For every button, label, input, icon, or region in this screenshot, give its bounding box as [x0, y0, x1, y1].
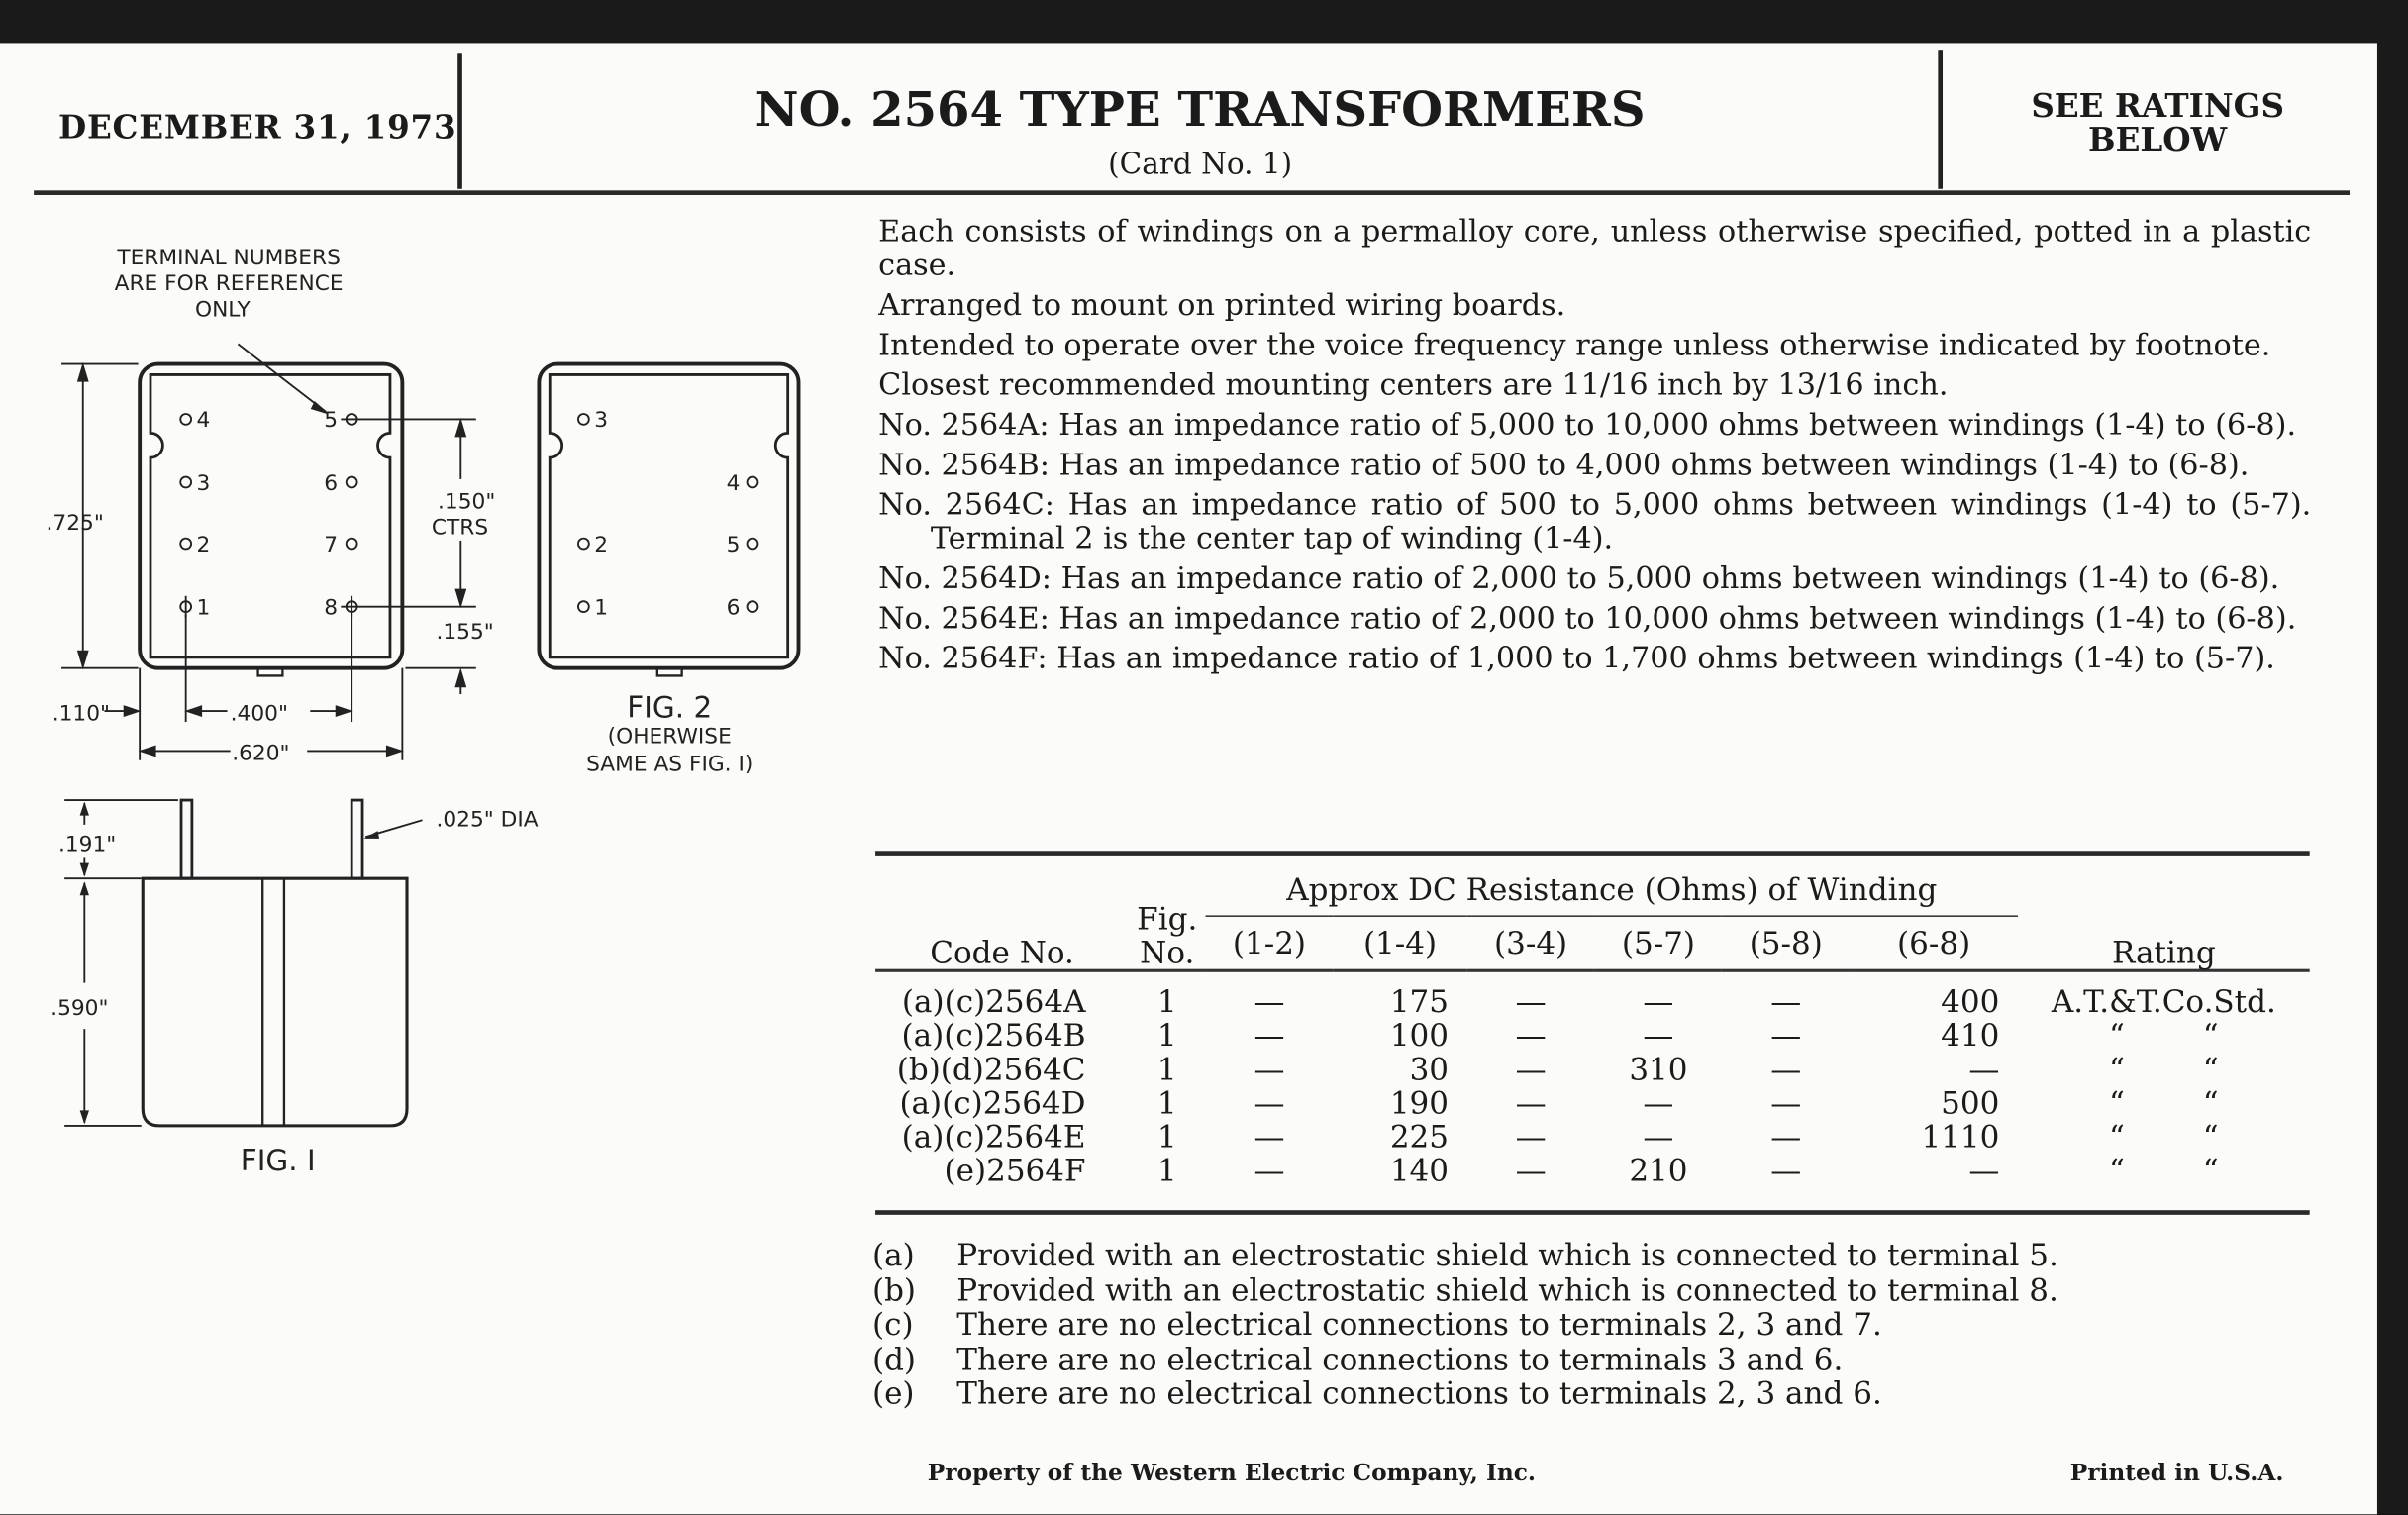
col-header-code: Code No. — [930, 934, 1074, 971]
col-header: (1-4) — [1362, 924, 1438, 961]
footnote-key: (a) — [871, 1236, 915, 1273]
code-cell: (a)(c)2564D — [899, 1084, 1086, 1122]
value-cell: — — [1515, 982, 1547, 1020]
value-cell: — — [1968, 1050, 2000, 1088]
dimension-label: CTRS — [431, 515, 489, 541]
footnotes — [872, 1238, 2058, 1410]
table-top-rule — [875, 851, 2310, 856]
footnote — [872, 1238, 2058, 1272]
property-notice: Property of the Western Electric Company, Inc. — [927, 1459, 1537, 1487]
ratings-note — [1951, 85, 2365, 158]
footnote-text: Provided with an electrostatic shield which is connected to terminal 8. — [956, 1270, 2058, 1308]
value-cell: 225 — [1389, 1118, 1450, 1156]
dimension-label: .025" DIA — [436, 807, 539, 833]
terminal-label: 8 — [324, 595, 339, 621]
dimension-label: .191" — [57, 832, 117, 858]
value-cell: 1 — [1156, 982, 1177, 1020]
rating-cell: “ “ — [2109, 1016, 2219, 1054]
table-row — [875, 984, 2310, 1018]
rating-cell: “ “ — [2109, 1084, 2219, 1122]
value-cell: — — [1770, 982, 1802, 1020]
value-cell: — — [1254, 1152, 1285, 1189]
terminal-label: 5 — [324, 408, 339, 434]
col-header: (6-8) — [1897, 924, 1971, 961]
value-cell: — — [1515, 1118, 1547, 1156]
description-line: Arranged to mount on printed wiring boards. — [878, 287, 1566, 323]
value-cell: — — [1515, 1152, 1547, 1189]
footnote-text: Provided with an electrostatic shield which is connected to terminal 5. — [956, 1236, 2058, 1273]
value-cell: 190 — [1389, 1084, 1450, 1122]
value-cell: 1 — [1156, 1016, 1177, 1054]
fig2-label: FIG. 2 — [627, 690, 713, 725]
terminal-label: 6 — [726, 595, 741, 621]
col-header: (1-2) — [1232, 924, 1307, 961]
fig2-top-view — [539, 364, 798, 777]
value-cell: — — [1643, 1016, 1674, 1054]
fig1-side-view — [50, 800, 539, 1177]
fig2-note: (OHERWISE — [607, 724, 732, 750]
value-cell: 310 — [1629, 1050, 1688, 1088]
value-cell: 100 — [1389, 1016, 1450, 1054]
value-cell: — — [1643, 982, 1674, 1020]
footnote-key: (c) — [871, 1305, 914, 1343]
value-cell: 1110 — [1921, 1118, 2000, 1156]
footnote — [872, 1342, 2058, 1376]
card-number: (Card No. 1) — [1108, 147, 1293, 182]
value-cell: 410 — [1941, 1016, 2000, 1054]
col-header: (3-4) — [1494, 924, 1568, 961]
table-row — [875, 1052, 2310, 1085]
footnote-text: There are no electrical connections to terminals 2, 3 and 7. — [956, 1305, 1882, 1343]
value-cell: 175 — [1389, 982, 1450, 1020]
col-header-fig-line: Fig. — [1137, 899, 1198, 938]
fig1-label: FIG. I — [240, 1143, 316, 1177]
value-cell: 400 — [1941, 982, 2000, 1020]
value-cell: 30 — [1409, 1050, 1450, 1088]
description-line: No. 2564C: Has an impedance ratio of 500 to 5,000 ohms between windings (1-4) to (5-7). Terminal 2 is the center tap of winding (1-4). — [878, 486, 2312, 556]
drawing-note: ONLY — [194, 297, 251, 323]
dimension-label: .400" — [230, 701, 288, 727]
resistance-table — [875, 869, 2310, 1187]
code-cell: (a)(c)2564B — [901, 1016, 1086, 1054]
terminal-label: 6 — [324, 470, 339, 496]
description-line: Intended to operate over the voice frequency range unless otherwise indicated by footnote. — [878, 327, 2271, 363]
table-row — [875, 1018, 2310, 1052]
value-cell: — — [1770, 1118, 1802, 1156]
footnote-text: There are no electrical connections to terminals 2, 3 and 6. — [956, 1374, 1882, 1412]
footnote — [872, 1272, 2058, 1307]
value-cell: 1 — [1156, 1084, 1177, 1122]
table-row — [875, 1086, 2310, 1120]
value-cell: — — [1254, 1016, 1285, 1054]
value-cell: — — [1770, 1016, 1802, 1054]
rating-cell: “ “ — [2109, 1118, 2219, 1156]
rating-cell: “ “ — [2109, 1050, 2219, 1088]
value-cell: — — [1254, 1050, 1285, 1088]
col-header: (5-8) — [1749, 924, 1823, 961]
table-row — [875, 1120, 2310, 1154]
terminal-label: 3 — [594, 408, 609, 434]
value-cell: 500 — [1941, 1084, 2000, 1122]
rating-cell: A.T.&T.Co.Std. — [2051, 982, 2276, 1020]
footnote — [872, 1307, 2058, 1342]
code-cell: (e)2564F — [944, 1152, 1086, 1189]
data-card — [0, 43, 2377, 1514]
value-cell: — — [1643, 1118, 1674, 1156]
col-header-fig-line: No. — [1140, 934, 1195, 971]
value-cell: 140 — [1389, 1152, 1450, 1189]
terminal-label: 5 — [726, 532, 741, 557]
value-cell: — — [1515, 1016, 1547, 1054]
terminal-label: 2 — [196, 532, 211, 557]
footnote-key: (b) — [871, 1270, 917, 1308]
description-line: No. 2564B: Has an impedance ratio of 500 to 4,000 ohms between windings (1-4) to (6-8). — [878, 447, 2250, 483]
value-cell: — — [1254, 1118, 1285, 1156]
drawing-note: ARE FOR REFERENCE — [114, 271, 344, 297]
fig2-note: SAME AS FIG. I) — [586, 752, 753, 777]
value-cell: — — [1254, 982, 1285, 1020]
table-bottom-rule — [875, 1210, 2310, 1215]
code-cell: (a)(c)2564A — [901, 982, 1086, 1020]
group-header: Approx DC Resistance (Ohms) of Winding — [1206, 869, 2018, 916]
description-line: Each consists of windings on a permalloy core, unless otherwise specified, potted in a plastic case. — [878, 213, 2312, 283]
fig1-top-view — [140, 364, 402, 676]
code-cell: (a)(c)2564E — [901, 1118, 1086, 1156]
terminal-label: 2 — [594, 532, 609, 557]
page-title: NO. 2564 TYPE TRANSFORMERS — [754, 82, 1646, 139]
col-header-fig — [1129, 869, 1206, 970]
terminal-label: 3 — [196, 470, 211, 496]
value-cell: — — [1515, 1084, 1547, 1122]
dimension-label: .590" — [50, 996, 109, 1022]
dimension-label: .110" — [51, 701, 111, 727]
description-line: No. 2564F: Has an impedance ratio of 1,000 to 1,700 ohms between windings (1-4) to (5-7). — [878, 640, 2275, 676]
description — [878, 215, 2311, 682]
value-cell: — — [1770, 1084, 1802, 1122]
description-line: Closest recommended mounting centers are 11/16 inch by 13/16 inch. — [878, 366, 1949, 403]
terminal-label: 4 — [196, 408, 211, 434]
value-cell: 1 — [1156, 1050, 1177, 1088]
dimension-label: .155" — [436, 620, 494, 646]
code-cell: (b)(d)2564C — [896, 1050, 1086, 1088]
value-cell: — — [1968, 1152, 2000, 1189]
value-cell: 210 — [1629, 1152, 1688, 1189]
printed-notice: Printed in U.S.A. — [2069, 1459, 2284, 1487]
value-cell: 1 — [1156, 1152, 1177, 1189]
header-divider — [1938, 50, 1943, 189]
ratings-line: SEE RATINGS — [2031, 85, 2284, 125]
description-line: No. 2564A: Has an impedance ratio of 5,000 to 10,000 ohms between windings (1-4) to (6-8). — [878, 407, 2297, 443]
value-cell: 1 — [1156, 1118, 1177, 1156]
dimension-label: .150" — [438, 489, 496, 515]
terminal-label: 7 — [324, 532, 339, 557]
footnote-key: (d) — [871, 1340, 917, 1377]
ratings-line: BELOW — [2088, 119, 2228, 158]
terminal-label: 4 — [726, 470, 741, 496]
footnote-text: There are no electrical connections to terminals 3 and 6. — [956, 1340, 1844, 1377]
table-row — [875, 1154, 2310, 1187]
description-line: No. 2564D: Has an impedance ratio of 2,000 to 5,000 ohms between windings (1-4) to (6-8). — [878, 560, 2280, 596]
col-header: (5-7) — [1621, 924, 1696, 961]
value-cell: — — [1770, 1050, 1802, 1088]
terminal-label: 1 — [594, 595, 609, 621]
drawing-note: TERMINAL NUMBERS — [117, 245, 341, 270]
terminal-label: 1 — [196, 595, 211, 621]
value-cell: — — [1515, 1050, 1547, 1088]
dimension-label: .620" — [232, 741, 290, 766]
transformer-drawing — [0, 0, 860, 1229]
dimension-label: .725" — [46, 511, 104, 537]
footnote-key: (e) — [871, 1374, 915, 1412]
description-line: No. 2564E: Has an impedance ratio of 2,000 to 10,000 ohms between windings (1-4) to (6-8). — [878, 600, 2297, 637]
value-cell: — — [1254, 1084, 1285, 1122]
value-cell: — — [1643, 1084, 1674, 1122]
col-header-rating: Rating — [2111, 934, 2216, 971]
footnote — [872, 1376, 2058, 1411]
rating-cell: “ “ — [2109, 1152, 2219, 1189]
value-cell: — — [1770, 1152, 1802, 1189]
card-date: DECEMBER 31, 1973 — [57, 107, 457, 147]
